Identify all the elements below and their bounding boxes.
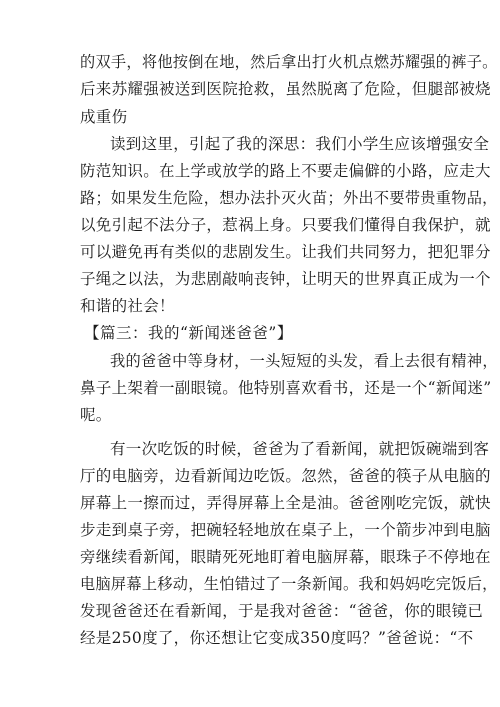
text-line: 和谐的社会！ [80,297,175,315]
text-line: 屏幕上一擦而过，弄得屏幕上全是油。爸爸刚吃完饭，就快 [80,494,491,512]
text-line: 旁继续看新闻，眼睛死死地盯着电脑屏幕，眼珠子不停地在 [80,548,491,566]
text-line: 以免引起不法分子，惹祸上身。只要我们懂得自我保护，就 [80,216,491,234]
text-line: 厅的电脑旁，边看新闻边吃饭。忽然，爸爸的筷子从电脑的 [80,467,491,485]
text-line: 后来苏耀强被送到医院抢救，虽然脱离了危险，但腿部被烧 [80,80,491,98]
text-line: 经是250度了，你还想让它变成350度吗？”爸爸说：“不 [80,629,474,647]
section-heading: 【篇三：我的“新闻迷爸爸”】 [84,324,293,342]
text-line: 步走到桌子旁，把碗轻轻地放在桌子上，一个箭步冲到电脑 [80,521,491,539]
text-line: 可以避免再有类似的悲剧发生。让我们共同努力，把犯罪分 [80,243,491,261]
text-line: 成重伤 [80,108,128,126]
text-line: 电脑屏幕上移动，生怕错过了一条新闻。我和妈妈吃完饭后， [80,575,498,593]
paragraph-first-line: 读到这里，引起了我的深思：我们小学生应该增强安全 [110,135,490,153]
text-line: 鼻子上架着一副眼镜。他特别喜欢看书，还是一个“新闻迷” [80,379,492,397]
text-line: 发现爸爸还在看新闻，于是我对爸爸：“爸爸，你的眼镜已 [80,602,484,620]
paragraph-first-line: 有一次吃饭的时候，爸爸为了看新闻，就把饭碗端到客 [110,440,490,458]
paragraph-first-line: 我的爸爸中等身材，一头短短的头发，看上去很有精神， [110,352,498,370]
text-line: 防范知识。在上学或放学的路上不要走偏僻的小路，应走大 [80,162,491,180]
text-line: 呢。 [80,406,112,424]
text-line: 路；如果发生危险，想办法扑灭火苗；外出不要带贵重物品， [80,189,498,207]
text-line: 的双手，将他按倒在地，然后拿出打火机点燃苏耀强的裤子。 [80,53,498,71]
text-line: 子绳之以法，为悲剧敲响丧钟，让明天的世界真正成为一个 [80,270,491,288]
